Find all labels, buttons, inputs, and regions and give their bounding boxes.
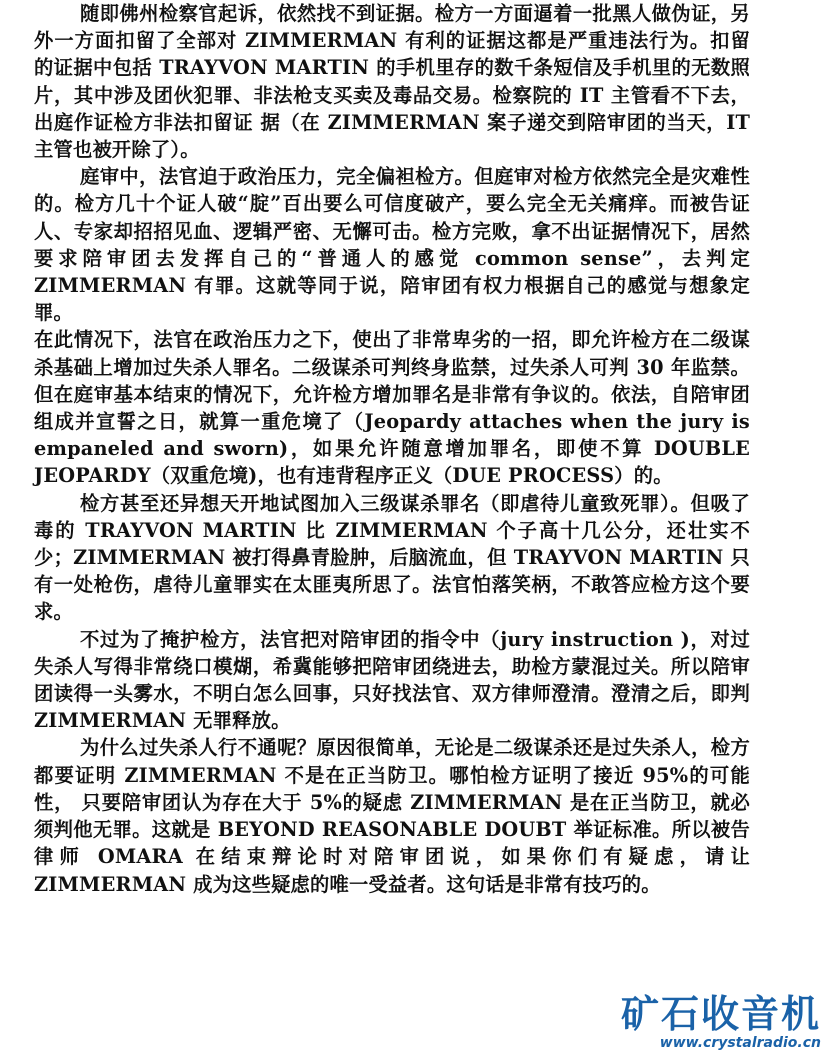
- paragraph-6: 为什么过失杀人行不通呢？原因很简单，无论是二级谋杀还是过失杀人，检方都要证明 ZIMMERMAN 不是在正当防卫。哪怕检方证明了接近 95%的可能性， 只要陪审团认为存在大于 5%的疑虑 ZIMMERMAN 是在正当防卫，就必须判他无罪。这就是 BEYOND REASONABLE DOUBT 举证标准。所以被告律师 OMARA 在结束辩论时对陪审团说，如果你们有疑虑，请让 ZIMMERMAN 成为这些疑虑的唯一受益者。这句话是非常有技巧的。: [34, 736, 750, 896]
- watermark-logo: 矿石收音机: [620, 992, 821, 1036]
- watermark-url: www.crystalradio.cn: [659, 1035, 821, 1051]
- paragraph-2: 庭审中，法官迫于政治压力，完全偏袒检方。但庭审对检方依然完全是灾难性的。检方几十个证人破“腚”百出要么可信度破产，要么完全无关痛痒。而被告证 人、专家却招招见血、逻辑严密、无懈可击。检方完败，拿不出证据情况下，居然要求陪审团去发挥自己的“普通人的感觉 common sense”，去判定 ZIMMERMAN 有罪。这就等同于说，陪审团有权力根据自己的感觉与想象定罪。: [34, 165, 750, 325]
- site-watermark: [621, 993, 821, 1051]
- paragraph-4: 检方甚至还异想天开地试图加入三级谋杀罪名（即虐待儿童致死罪）。但吸了毒的 TRAYVON MARTIN 比 ZIMMERMAN 个子高十几公分，还壮实不少；ZIMMERMAN 被打得鼻青脸肿，后脑流血，但 TRAYVON MARTIN 只有一处枪伤，虐待儿童罪实在太匪夷所思了。法官怕落笑柄，不敢答应检方这个要求。: [34, 491, 750, 624]
- paragraph-1: 随即佛州检察官起诉，依然找不到证据。检方一方面逼着一批黑人做伪证，另外一方面扣留了全部对 ZIMMERMAN 有利的证据这都是严重违法行为。扣留 的证据中包括 TRAYVON MARTIN 的手机里存的数千条短信及手机里的无数照片，其中涉及团伙犯罪、非法枪支买卖及毒品交易。检察院的 IT 主管看不下去，出庭作证检方非法扣留证 据（在 ZIMMERMAN 案子递交到陪审团的当天，IT 主管也被开除了）。: [34, 2, 750, 162]
- document-body: [34, 0, 750, 898]
- paragraph-5: 不过为了掩护检方，法官把对陪审团的指令中（jury instruction )，对过失杀人写得非常绕口模煳，希冀能够把陪审团绕进去，助检方蒙混过关。所以陪审团读得一头雾水，不明白怎么回事，只好找法官、双方律师澄清。澄清之后，即判 ZIMMERMAN 无罪释放。: [34, 627, 750, 733]
- paragraph-3: 在此情况下，法官在政治压力之下，使出了非常卑劣的一招，即允许检方在二级谋杀基础上增加过失杀人罪名。二级谋杀可判终身监禁，过失杀人可判 30 年监禁。 但在庭审基本结束的情况下，允许检方增加罪名是非常有争议的。依法，自陪审团组成并宣誓之日，就算一重危境了（Jeopardy attaches when the jury is empaneled and sworn)，如果允许随意增加罪名，即使不算 DOUBLE JEOPARDY（双重危境)，也有违背程序正义（DUE PROCESS）的。: [34, 328, 750, 488]
